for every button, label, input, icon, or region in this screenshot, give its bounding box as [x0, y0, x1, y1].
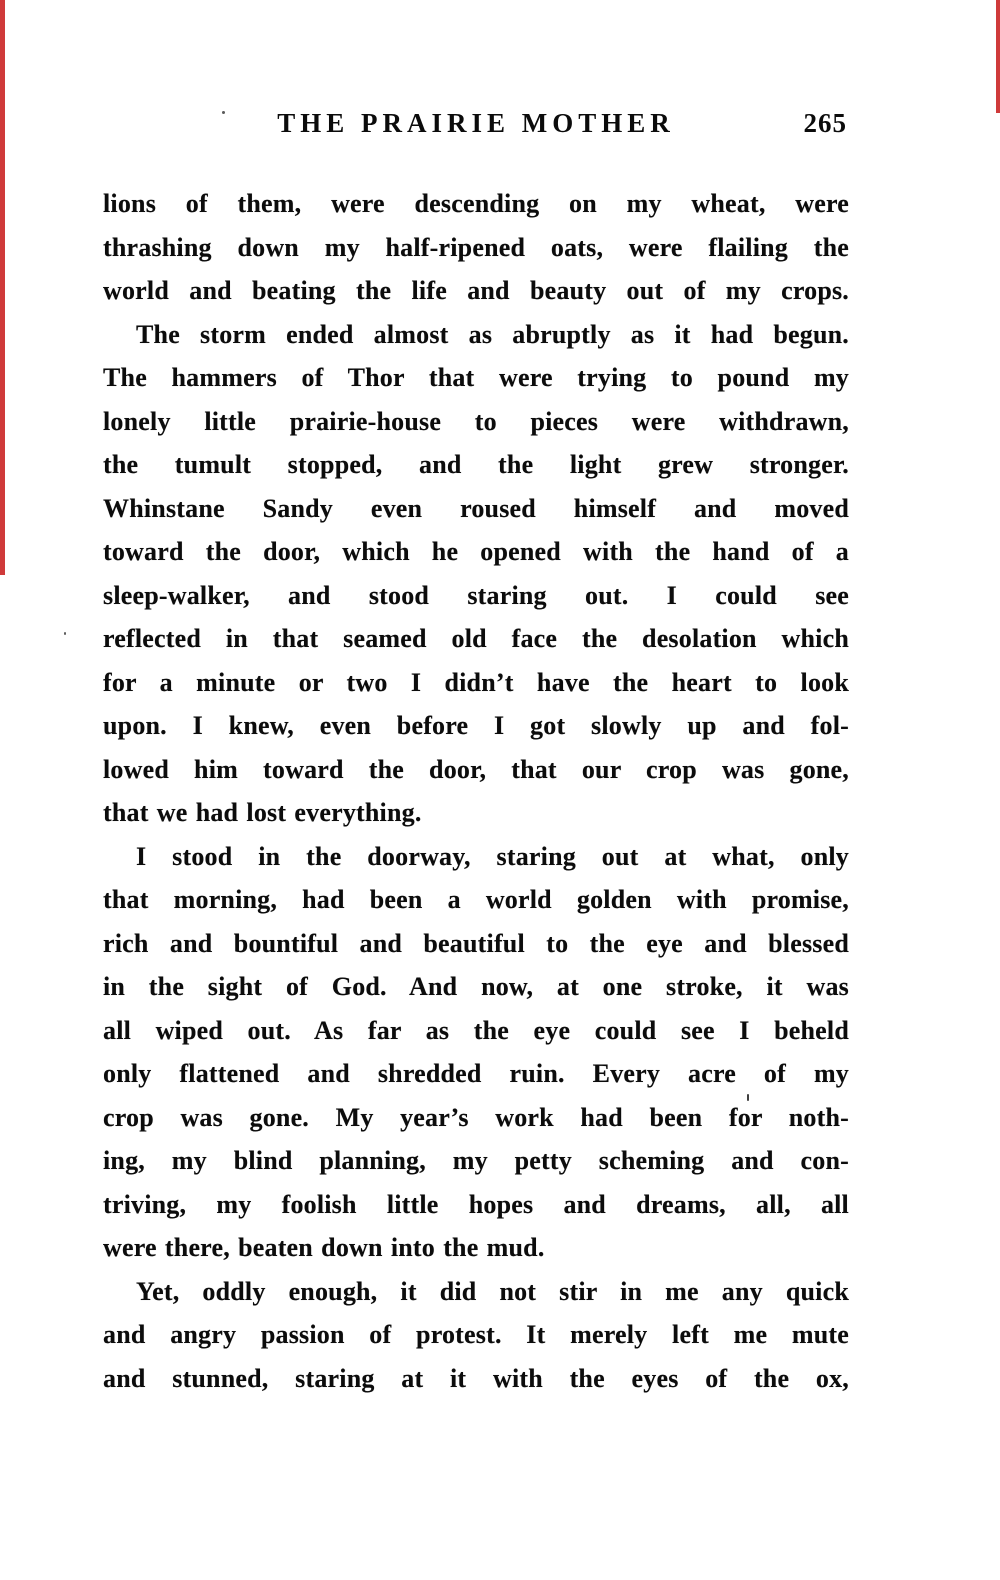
text-line: Whinstane Sandy even roused himself and moved [103, 493, 849, 523]
page-number: 265 [803, 108, 847, 138]
text-line: that morning, had been a world golden with promise, [103, 885, 849, 914]
text-line: for a minute or two I didn’t have the heart to look [103, 667, 849, 697]
text-line: sleep-walker, and stood staring out. I could see [103, 580, 849, 610]
text-line: all wiped out. As far as the eye could see I beheld [103, 1015, 849, 1045]
text-line: lowed him toward the door, that our crop was gone, [103, 754, 849, 784]
text-line: rich and bountiful and beautiful to the eye and blessed [103, 928, 849, 958]
text-line: reflected in that seamed old face the desolation which [103, 624, 849, 653]
text-line: thrashing down my half-ripened oats, were flailing the [103, 232, 849, 262]
paragraph [103, 182, 849, 313]
text-line: Yet, oddly enough, it did not stir in me any quick [136, 1276, 849, 1306]
text-line: ing, my blind planning, my petty scheming and con- [103, 1146, 849, 1175]
text-line: lions of them, were descending on my wheat, were [103, 189, 849, 218]
text-line: and angry passion of protest. It merely left me mute [103, 1320, 849, 1349]
text-line: that we had lost everything. [103, 798, 422, 827]
text-line: The hammers of Thor that were trying to pound my [103, 363, 849, 392]
scan-speck [64, 632, 66, 635]
text-line: were there, beaten down into the mud. [103, 1233, 545, 1262]
scan-edge-artifact-left [0, 0, 5, 575]
paragraph [103, 1270, 849, 1401]
scan-edge-artifact-right [996, 0, 1000, 113]
text-line: upon. I knew, even before I got slowly up and fol- [103, 711, 849, 740]
text-line: The storm ended almost as abruptly as it had begun. [136, 319, 849, 349]
paragraph [103, 835, 849, 1270]
text-line: the tumult stopped, and the light grew stronger. [103, 450, 849, 479]
paragraph [103, 313, 849, 835]
text-line: I stood in the doorway, staring out at what, only [136, 841, 849, 871]
text-line: world and beating the life and beauty out of my crops. [103, 276, 849, 305]
text-line: crop was gone. My year’s work had been for noth- [103, 1102, 849, 1132]
text-line: and stunned, staring at it with the eyes of the ox, [103, 1363, 849, 1393]
running-title: THE PRAIRIE MOTHER [277, 108, 675, 138]
text-line: toward the door, which he opened with the hand of a [103, 537, 849, 566]
text-line: only flattened and shredded ruin. Every acre of my [103, 1059, 849, 1088]
running-head [103, 108, 849, 148]
text-line: lonely little prairie-house to pieces were withdrawn, [103, 406, 849, 436]
page-body [103, 182, 849, 1400]
text-line: in the sight of God. And now, at one stroke, it was [103, 972, 849, 1001]
text-line: triving, my foolish little hopes and dreams, all, all [103, 1189, 849, 1219]
